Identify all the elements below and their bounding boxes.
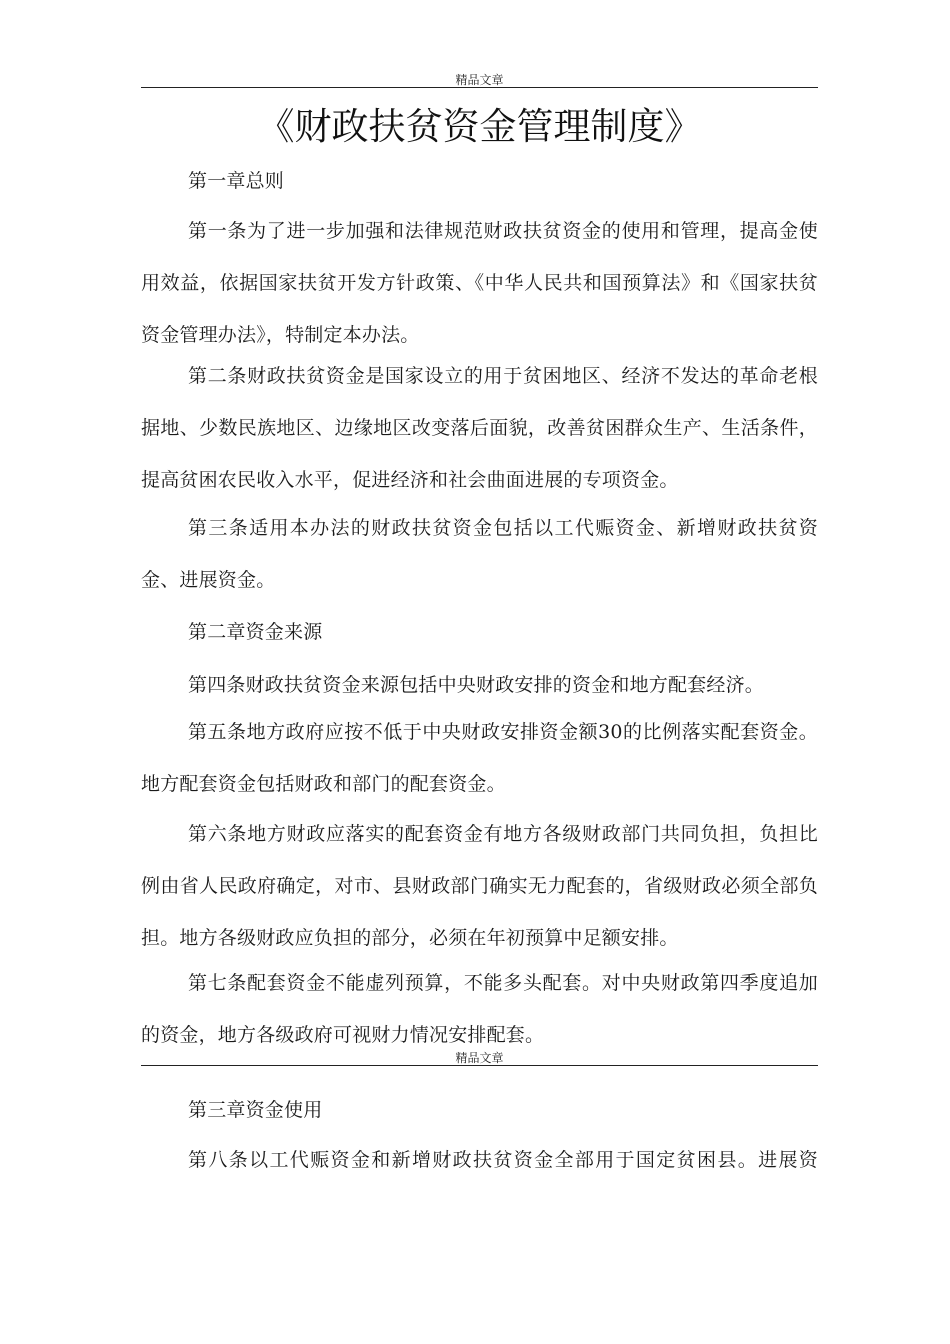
article-5 bbox=[141, 720, 818, 824]
chapter-heading-1 bbox=[141, 169, 818, 221]
chapter-heading-text: 第二章资金来源 bbox=[188, 621, 323, 643]
paragraph-line: 第八条以工代赈资金和新增财政扶贫资金全部用于国定贫困县。进展资 bbox=[188, 1149, 818, 1171]
article-3 bbox=[141, 516, 818, 620]
article-4 bbox=[141, 673, 818, 725]
header-rule-middle bbox=[141, 1065, 818, 1066]
paragraph-line: 地方配套资金包括财政和部门的配套资金。 bbox=[141, 773, 506, 795]
paragraph-line: 第三条适用本办法的财政扶贫资金包括以工代赈资金、新增财政扶贫资 bbox=[188, 517, 818, 539]
article-6 bbox=[141, 822, 818, 978]
paragraph-line: 资金管理办法》，特制定本办法。 bbox=[141, 324, 420, 346]
paragraph-line: 担。地方各级财政应负担的部分，必须在年初预算中足额安排。 bbox=[141, 927, 679, 949]
paragraph-line: 例由省人民政府确定，对市、县财政部门确实无力配套的，省级财政必须全部负 bbox=[141, 875, 818, 897]
paragraph-line: 第六条地方财政应落实的配套资金有地方各级财政部门共同负担，负担比 bbox=[188, 823, 818, 845]
document-title: 《财政扶贫资金管理制度》 bbox=[257, 105, 702, 148]
paragraph-line: 第四条财政扶贫资金来源包括中央财政安排的资金和地方配套经济。 bbox=[188, 674, 765, 696]
paragraph-line: 第二条财政扶贫资金是国家设立的用于贫困地区、经济不发达的革命老根 bbox=[188, 365, 818, 387]
chapter-heading-text: 第三章资金使用 bbox=[188, 1099, 323, 1121]
paragraph-line: 用效益，依据国家扶贫开发方针政策、《中华人民共和国预算法》和《国家扶贫 bbox=[141, 272, 818, 294]
paragraph-line: 第七条配套资金不能虚列预算，不能多头配套。对中央财政第四季度追加 bbox=[188, 972, 818, 994]
paragraph-line: 第五条地方政府应按不低于中央财政安排资金额30的比例落实配套资金。 bbox=[188, 721, 818, 743]
chapter-heading-3 bbox=[141, 1098, 818, 1150]
running-header-top: 精品文章 bbox=[455, 73, 504, 87]
chapter-heading-2 bbox=[141, 620, 818, 672]
article-8 bbox=[141, 1148, 818, 1200]
paragraph-line: 提高贫困农民收入水平，促进经济和社会曲面进展的专项资金。 bbox=[141, 469, 679, 491]
article-2 bbox=[141, 364, 818, 520]
chapter-heading-text: 第一章总则 bbox=[188, 170, 285, 192]
paragraph-line: 的资金，地方各级政府可视财力情况安排配套。 bbox=[141, 1024, 545, 1046]
paragraph-line: 据地、少数民族地区、边缘地区改变落后面貌，改善贫困群众生产、生活条件， bbox=[141, 417, 818, 439]
running-header-middle: 精品文章 bbox=[455, 1051, 504, 1065]
article-1 bbox=[141, 219, 818, 375]
paragraph-line: 第一条为了进一步加强和法律规范财政扶贫资金的使用和管理，提高金使 bbox=[188, 220, 818, 242]
paragraph-line: 金、进展资金。 bbox=[141, 569, 276, 591]
header-rule-top bbox=[141, 87, 818, 88]
